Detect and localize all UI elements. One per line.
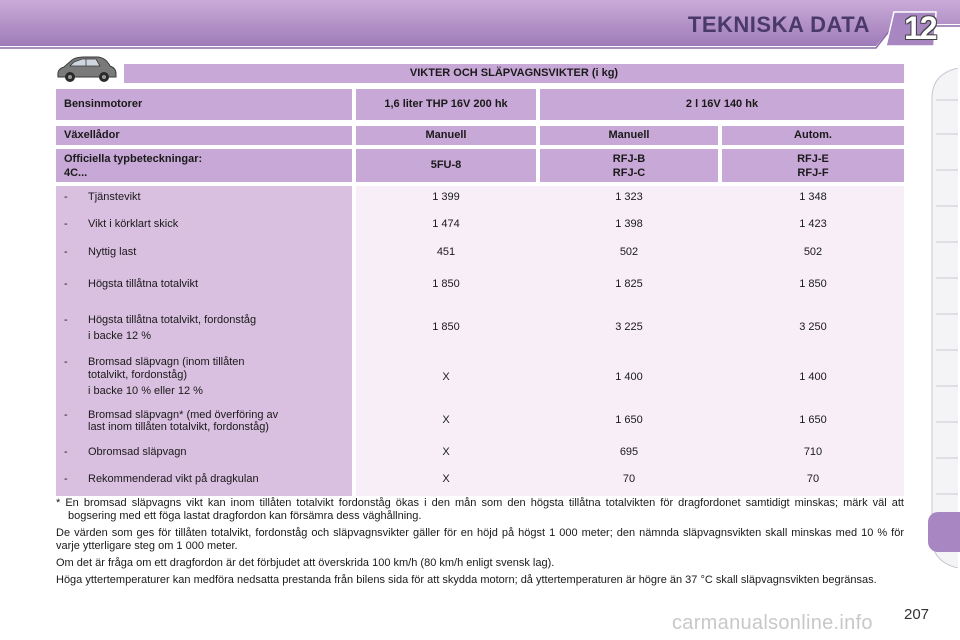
gearbox-col3: Autom. bbox=[722, 126, 904, 145]
row-dash: - bbox=[64, 191, 68, 203]
row-value-col2: 695 bbox=[619, 446, 639, 458]
row-value-col3: 1 348 bbox=[799, 191, 827, 203]
row-value-col2: 1 825 bbox=[615, 278, 643, 290]
row-value-col3: 1 650 bbox=[799, 414, 827, 426]
row-dash: - bbox=[64, 409, 68, 421]
row-value-col2: 3 225 bbox=[615, 321, 643, 333]
row-value-col1: 451 bbox=[436, 246, 456, 258]
row-value-col3: 1 423 bbox=[799, 218, 827, 230]
row-value-col1: X bbox=[442, 446, 450, 458]
type-col2 bbox=[540, 149, 718, 182]
watermark: carmanualsonline.info bbox=[672, 612, 873, 634]
row-label-line1: Bromsad släpvagn* (med överföring av bbox=[88, 409, 279, 421]
row-label-line2: totalvikt, fordonståg) bbox=[88, 369, 188, 381]
row-dash: - bbox=[64, 246, 68, 258]
type-col2-line1: RFJ-B bbox=[612, 153, 646, 165]
row-value-col2: 502 bbox=[619, 246, 639, 258]
chapter-tab-active[interactable] bbox=[928, 512, 960, 552]
page-title: TEKNISKA DATA bbox=[687, 12, 870, 37]
note-altitude: De värden som ges för tillåten totalvikt, fordonståg och släpvagnsvikter gäller för en höjd på högst 1 000 meter; den nämnda släpvagnsvikten skall minskas med 10 % för varje ytterligare steg om 1 000 meter. bbox=[56, 527, 904, 552]
engine-col1: 1,6 liter THP 16V 200 hk bbox=[356, 89, 536, 120]
row-value-col2: 1 650 bbox=[615, 414, 643, 426]
engine-col23: 2 l 16V 140 hk bbox=[540, 89, 904, 120]
row-label-line2: last inom tillåten totalvikt, fordonståg) bbox=[88, 421, 269, 433]
engine-label: Bensinmotorer bbox=[56, 89, 352, 120]
engine-row bbox=[56, 89, 904, 120]
row-value-col3: 502 bbox=[803, 246, 823, 258]
car-icon bbox=[54, 54, 118, 84]
gearbox-col1: Manuell bbox=[356, 126, 536, 145]
row-value-col2: 70 bbox=[622, 473, 636, 485]
type-col1: 5FU-8 bbox=[356, 149, 536, 182]
row-label: Nyttig last bbox=[88, 246, 137, 258]
row-label: Vikt i körklart skick bbox=[88, 218, 179, 230]
row-label: Högsta tillåtna totalvikt bbox=[88, 278, 199, 290]
row-label-line1: Bromsad släpvagn (inom tillåten bbox=[88, 356, 245, 368]
chapter-number: 12 bbox=[904, 10, 936, 46]
row-value-col3: 710 bbox=[803, 446, 823, 458]
row-value-col3: 1 400 bbox=[799, 371, 827, 383]
type-col3 bbox=[722, 149, 904, 182]
note-temperature: Höga yttertemperaturer kan medföra nedsatta prestanda från bilens sida för att skydda motorn; då yttertemperaturen är högre än 37 °C skall släpvagnsvikten begränsas. bbox=[56, 574, 877, 586]
row-value-col1: 1 850 bbox=[432, 278, 460, 290]
row-label-line2: i backe 12 % bbox=[88, 330, 151, 342]
table-title: VIKTER OCH SLÄPVAGNSVIKTER (i kg) bbox=[124, 64, 904, 83]
gearbox-label: Växellådor bbox=[56, 126, 352, 145]
row-value-col2: 1 323 bbox=[615, 191, 643, 203]
row-label-line1: Högsta tillåtna totalvikt, fordonståg bbox=[88, 314, 257, 326]
row-value-col3: 70 bbox=[806, 473, 820, 485]
type-col2-line2: RFJ-C bbox=[612, 167, 646, 179]
type-row bbox=[56, 149, 904, 182]
row-dash: - bbox=[64, 278, 68, 290]
row-dash: - bbox=[64, 314, 68, 326]
gearbox-row bbox=[56, 126, 904, 145]
page-number: 207 bbox=[904, 606, 930, 623]
row-value-col2: 1 400 bbox=[615, 371, 643, 383]
tab-strip-outline bbox=[928, 68, 960, 568]
row-value-col3: 3 250 bbox=[799, 321, 827, 333]
row-label: Obromsad släpvagn bbox=[88, 446, 187, 458]
row-dash: - bbox=[64, 446, 68, 458]
row-value-col1: 1 850 bbox=[432, 321, 460, 333]
row-dash: - bbox=[64, 356, 68, 368]
row-value-col1: 1 474 bbox=[432, 218, 460, 230]
note-speed-limit: Om det är fråga om ett dragfordon är det förbjudet att överskrida 100 km/h (80 km/h enligt svensk lag). bbox=[56, 557, 555, 569]
row-value-col2: 1 398 bbox=[615, 218, 643, 230]
gearbox-col2: Manuell bbox=[540, 126, 718, 145]
type-col3-line2: RFJ-F bbox=[797, 167, 829, 179]
type-label-line1: Officiella typbeteckningar: bbox=[64, 153, 203, 165]
footnote-braked-trailer: * En bromsad släpvagns vikt kan inom tillåten totalvikt fordonståg ökas i den mån som den högsta tillåtna totalvikten för dragfordonet samtidigt minskas; märk väl att bogsering med ett föga lastat dragfordon kan försämra dess väghållning. bbox=[56, 497, 904, 522]
row-label: Rekommenderad vikt på dragkulan bbox=[88, 473, 259, 485]
type-col3-line1: RFJ-E bbox=[797, 153, 829, 165]
row-value-col1: 1 399 bbox=[432, 191, 460, 203]
row-value-col1: X bbox=[442, 473, 450, 485]
row-value-col3: 1 850 bbox=[799, 278, 827, 290]
chapter-tab-strip bbox=[928, 68, 960, 568]
row-dash: - bbox=[64, 473, 68, 485]
row-value-col1: X bbox=[442, 371, 450, 383]
row-dash: - bbox=[64, 218, 68, 230]
notes-section bbox=[56, 497, 904, 591]
row-label-line3: i backe 10 % eller 12 % bbox=[88, 385, 203, 397]
type-label bbox=[56, 149, 352, 182]
row-value-col1: X bbox=[442, 414, 450, 426]
row-label: Tjänstevikt bbox=[88, 191, 141, 203]
type-label-line2: 4C... bbox=[64, 167, 88, 179]
